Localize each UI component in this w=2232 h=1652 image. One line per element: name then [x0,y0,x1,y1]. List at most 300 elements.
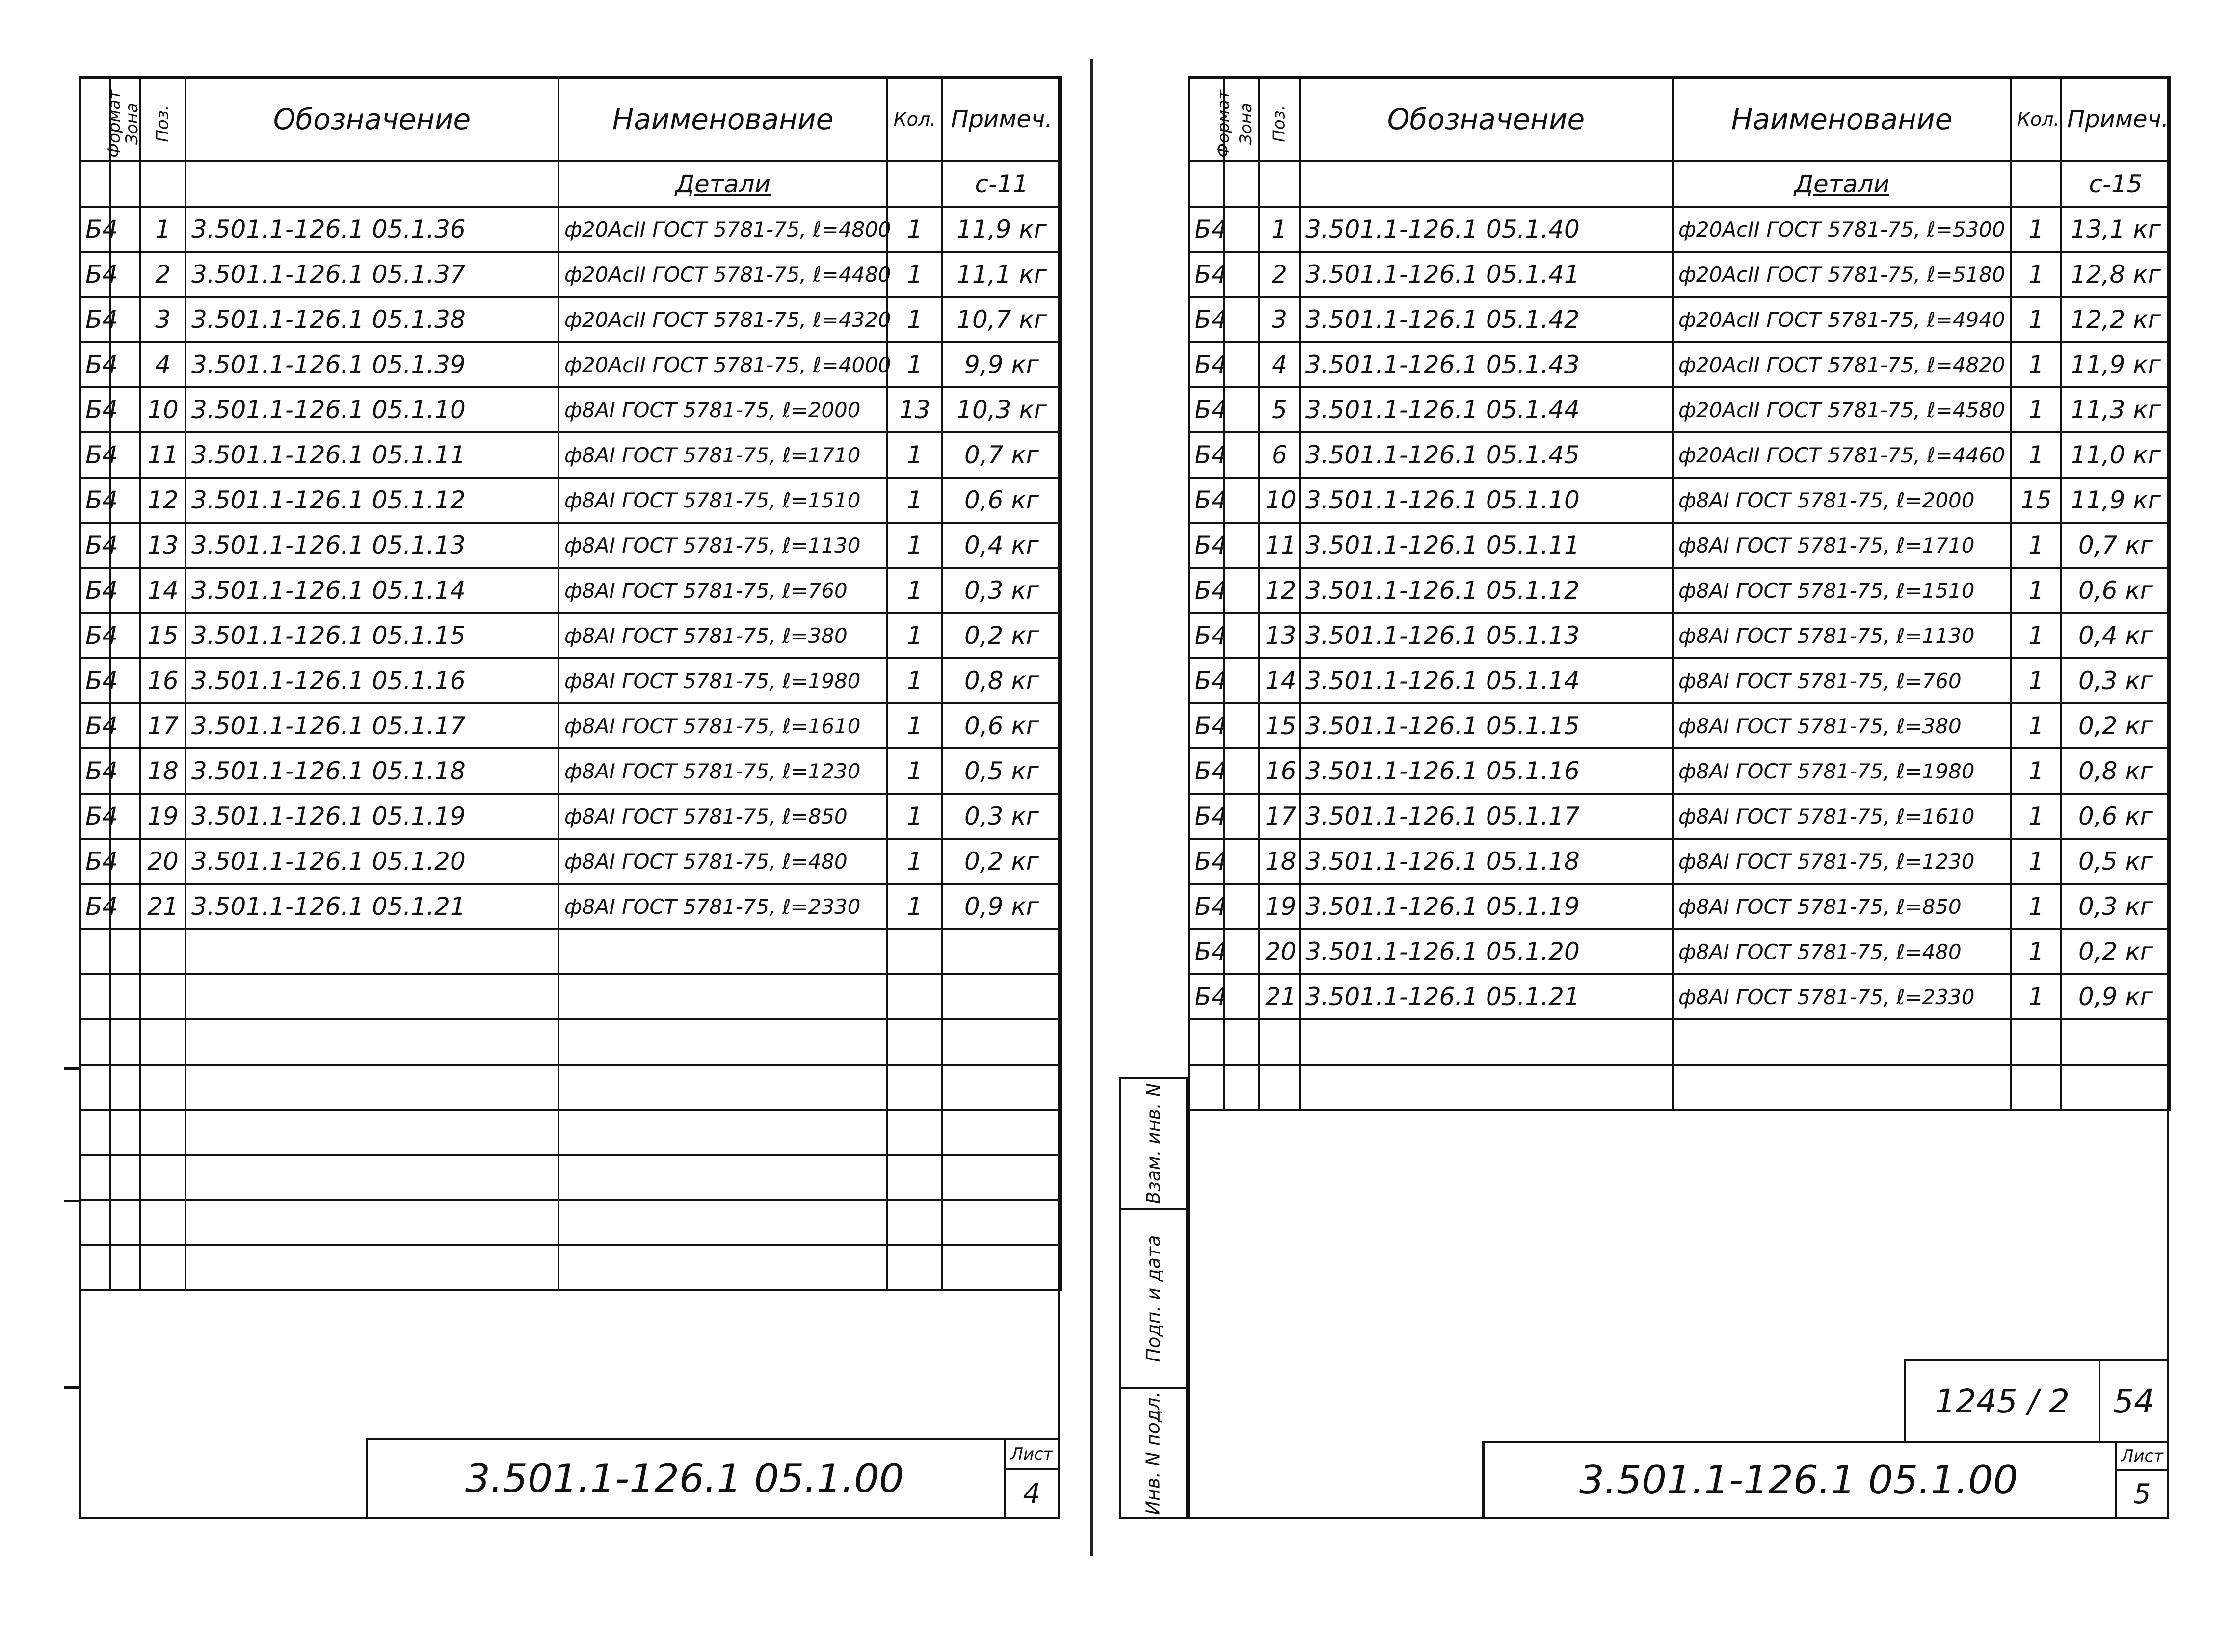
cell-pos [140,1245,186,1290]
cell-note [942,1110,1061,1155]
table-row [80,613,1061,658]
cell-fmt [80,974,110,1019]
cell-qty: 1 [887,342,942,387]
table-row [1189,252,2170,297]
cell-fmt: Б4 [80,523,110,568]
cell-pos: 14 [140,568,186,613]
cell-des: 3.501.1-126.1 05.1.21 [186,884,558,929]
cell-note: 0,7 кг [2061,523,2170,568]
cell-qty: 1 [887,613,942,658]
cell-fmt [80,1245,110,1290]
cell-fmt: Б4 [80,658,110,703]
cell-fmt: Б4 [80,342,110,387]
cell-pos [1259,1065,1300,1110]
cell-pos: 19 [1259,884,1300,929]
cell-name [558,929,887,974]
cell-des: 3.501.1-126.1 05.1.21 [1300,974,1673,1019]
cell-des [186,1110,558,1155]
cell-pos: 3 [140,297,186,342]
cell-des: 3.501.1-126.1 05.1.41 [1300,252,1673,297]
cell-name: ф20АcII ГОСТ 5781-75, ℓ=4940 [1673,297,2011,342]
cell-des [186,1245,558,1290]
left-spec-table [79,76,1062,1291]
cell-pos: 1 [1259,207,1300,252]
cell-note: 10,7 кг [942,297,1061,342]
cell-des: 3.501.1-126.1 05.1.40 [1300,207,1673,252]
cell-fmt: Б4 [1189,523,1224,568]
cell-zone [1224,252,1259,297]
cell-note: 0,8 кг [942,658,1061,703]
cell-des: 3.501.1-126.1 05.1.19 [186,794,558,839]
side-field-sign-date: Подп. и дата [1119,1208,1188,1389]
cell-pos [1259,1019,1300,1065]
cell-name: ф8АI ГОСТ 5781-75, ℓ=2000 [1673,478,2011,523]
table-row [1189,478,2170,523]
cell-note: 0,3 кг [2061,658,2170,703]
cell-qty: 1 [887,658,942,703]
cell-qty: 1 [887,297,942,342]
cell-note [942,974,1061,1019]
cell-name: ф8АI ГОСТ 5781-75, ℓ=2330 [558,884,887,929]
cell-qty: 1 [887,252,942,297]
cell-name: ф8АI ГОСТ 5781-75, ℓ=1230 [558,748,887,794]
table-row [80,252,1061,297]
cell-fmt: Б4 [1189,839,1224,884]
cell-fmt: Б4 [80,432,110,478]
table-row [80,478,1061,523]
cell-fmt [80,1155,110,1200]
cell-name: ф8АI ГОСТ 5781-75, ℓ=1130 [1673,613,2011,658]
cell-note: 0,3 кг [2061,884,2170,929]
cell-qty: 1 [887,703,942,748]
cell-des: 3.501.1-126.1 05.1.15 [1300,703,1673,748]
cell-zone [1224,523,1259,568]
cell-qty: 1 [2011,342,2061,387]
cell-des: 3.501.1-126.1 05.1.36 [186,207,558,252]
cell-fmt: Б4 [80,839,110,884]
cell-pos: 12 [1259,568,1300,613]
side-field-orig-inv: Инв. N подл. [1119,1387,1188,1519]
cell-note: 0,2 кг [942,839,1061,884]
table-row [80,207,1061,252]
table-row [1189,387,2170,432]
cell-name [558,1110,887,1155]
cell-note [2061,1019,2170,1065]
cell-name [1673,1065,2011,1110]
cell-name: ф20АcII ГОСТ 5781-75, ℓ=5300 [1673,207,2011,252]
cell-name: ф8АI ГОСТ 5781-75, ℓ=1710 [558,432,887,478]
cell-note [2061,1065,2170,1110]
cell-qty [887,1155,942,1200]
table-row [1189,658,2170,703]
binding-tick [64,1067,79,1070]
section-row [1189,161,2170,207]
table-row [1189,748,2170,794]
cell-note: 0,6 кг [2061,794,2170,839]
cell-name: ф8АI ГОСТ 5781-75, ℓ=1610 [558,703,887,748]
cell-zone [110,1155,140,1200]
cell-fmt [1189,1065,1224,1110]
cell-pos: 17 [1259,794,1300,839]
table-row [80,839,1061,884]
cell-des [1300,1019,1673,1065]
cell-des: 3.501.1-126.1 05.1.14 [1300,658,1673,703]
cell-zone [1224,884,1259,929]
cell-qty: 1 [2011,794,2061,839]
table-row [80,568,1061,613]
cell-pos: 10 [140,387,186,432]
cell-qty: 1 [887,478,942,523]
cell-note: 13,1 кг [2061,207,2170,252]
cell-note [942,1019,1061,1065]
cell-fmt: Б4 [80,613,110,658]
cell-pos: 11 [140,432,186,478]
cell-pos: 5 [1259,387,1300,432]
cell-fmt: Б4 [1189,478,1224,523]
cell-pos: 16 [140,658,186,703]
header-zone: Зона [1224,77,1259,161]
cell-des: 3.501.1-126.1 05.1.44 [1300,387,1673,432]
cell-qty: 1 [2011,658,2061,703]
cell-name [558,1200,887,1245]
cell-des: 3.501.1-126.1 05.1.12 [1300,568,1673,613]
section-note: с-15 [2061,161,2170,207]
table-row [1189,207,2170,252]
cell-zone [1224,658,1259,703]
cell-qty: 1 [2011,703,2061,748]
left-stamp-code: 3.501.1-126.1 05.1.00 [465,1456,904,1501]
cell-note: 0,3 кг [942,794,1061,839]
cell-qty: 1 [2011,839,2061,884]
cell-zone [1224,613,1259,658]
cell-des [186,1019,558,1065]
table-row [1189,613,2170,658]
cell-pos: 15 [140,613,186,658]
cell-des [186,974,558,1019]
cell-pos: 19 [140,794,186,839]
cell-name: ф8АI ГОСТ 5781-75, ℓ=1710 [1673,523,2011,568]
cell-pos [140,1110,186,1155]
table-row [80,1245,1061,1290]
cell-des: 3.501.1-126.1 05.1.38 [186,297,558,342]
header-name: Наименование [558,77,887,161]
table-row [1189,523,2170,568]
cell-pos: 14 [1259,658,1300,703]
cell-pos: 13 [1259,613,1300,658]
cell-des: 3.501.1-126.1 05.1.45 [1300,432,1673,478]
table-row [1189,568,2170,613]
cell-note [942,1065,1061,1110]
cell-note: 0,6 кг [942,703,1061,748]
cell-note: 0,5 кг [942,748,1061,794]
cell-note: 11,1 кг [942,252,1061,297]
cell-zone [1224,794,1259,839]
cell-qty: 1 [887,748,942,794]
cell-qty: 1 [2011,884,2061,929]
cell-des: 3.501.1-126.1 05.1.17 [186,703,558,748]
cell-pos: 18 [140,748,186,794]
cell-fmt [80,929,110,974]
cell-qty [887,1065,942,1110]
table-row [1189,432,2170,478]
cell-qty: 1 [2011,613,2061,658]
header-designation: Обозначение [186,77,558,161]
cell-pos: 3 [1259,297,1300,342]
cell-qty [887,974,942,1019]
table-row [1189,839,2170,884]
cell-name [558,1065,887,1110]
table-row [80,432,1061,478]
table-row [80,658,1061,703]
cell-zone [1224,748,1259,794]
cell-pos: 20 [140,839,186,884]
table-row [80,884,1061,929]
table-row [1189,342,2170,387]
cell-des: 3.501.1-126.1 05.1.17 [1300,794,1673,839]
cell-note: 9,9 кг [942,342,1061,387]
cell-qty: 1 [887,523,942,568]
cell-des [186,929,558,974]
cell-pos: 21 [1259,974,1300,1019]
cell-name: ф8АI ГОСТ 5781-75, ℓ=850 [558,794,887,839]
cell-zone [110,929,140,974]
cell-note: 10,3 кг [942,387,1061,432]
cell-des: 3.501.1-126.1 05.1.19 [1300,884,1673,929]
cell-zone [110,1019,140,1065]
section-title: Детали [558,161,887,207]
cell-pos [140,1155,186,1200]
cell-name: ф8АI ГОСТ 5781-75, ℓ=480 [558,839,887,884]
cell-des: 3.501.1-126.1 05.1.39 [186,342,558,387]
cell-name: ф8АI ГОСТ 5781-75, ℓ=1130 [558,523,887,568]
cell-des: 3.501.1-126.1 05.1.16 [186,658,558,703]
header-zone: Зона [110,77,140,161]
cell-name: ф20АcII ГОСТ 5781-75, ℓ=4800 [558,207,887,252]
cell-qty [2011,1019,2061,1065]
cell-fmt: Б4 [1189,568,1224,613]
left-sheet-number: 4 [1004,1468,1060,1519]
cell-fmt: Б4 [1189,703,1224,748]
cell-name: ф8АI ГОСТ 5781-75, ℓ=380 [558,613,887,658]
cell-pos: 20 [1259,929,1300,974]
cell-fmt: Б4 [1189,207,1224,252]
cell-name: ф8АI ГОСТ 5781-75, ℓ=1610 [1673,794,2011,839]
cell-pos: 17 [140,703,186,748]
cell-note: 0,9 кг [942,884,1061,929]
cell-qty: 1 [2011,297,2061,342]
cell-pos: 6 [1259,432,1300,478]
cell-note: 0,7 кг [942,432,1061,478]
cell-fmt: Б4 [80,207,110,252]
cell-pos: 10 [1259,478,1300,523]
cell-note: 11,3 кг [2061,387,2170,432]
cell-fmt [80,1110,110,1155]
cell-zone [1224,207,1259,252]
cell-fmt [80,1019,110,1065]
cell-qty: 13 [887,387,942,432]
cell-name: ф8АI ГОСТ 5781-75, ℓ=2000 [558,387,887,432]
cell-qty: 1 [2011,748,2061,794]
table-row [1189,974,2170,1019]
cell-fmt: Б4 [80,703,110,748]
cell-note [942,1245,1061,1290]
cell-pos: 18 [1259,839,1300,884]
cell-des: 3.501.1-126.1 05.1.10 [1300,478,1673,523]
cell-des: 3.501.1-126.1 05.1.13 [1300,613,1673,658]
cell-note: 0,3 кг [942,568,1061,613]
cell-zone [110,1065,140,1110]
archive-sheet: 54 [2099,1359,2169,1443]
cell-qty: 1 [2011,432,2061,478]
right-sheet-label: Лист [2115,1441,2169,1471]
cell-note: 0,9 кг [2061,974,2170,1019]
cell-fmt: Б4 [1189,884,1224,929]
cell-des: 3.501.1-126.1 05.1.20 [186,839,558,884]
cell-des: 3.501.1-126.1 05.1.15 [186,613,558,658]
cell-qty: 1 [887,432,942,478]
cell-qty: 1 [2011,252,2061,297]
table-row [1189,794,2170,839]
cell-note: 0,6 кг [942,478,1061,523]
cell-name [558,1155,887,1200]
cell-name [558,1019,887,1065]
cell-pos: 4 [1259,342,1300,387]
table-row [80,929,1061,974]
cell-name: ф8АI ГОСТ 5781-75, ℓ=480 [1673,929,2011,974]
cell-note [942,929,1061,974]
cell-note: 11,9 кг [942,207,1061,252]
cell-qty: 1 [887,207,942,252]
header-designation: Обозначение [1300,77,1673,161]
cell-name: ф8АI ГОСТ 5781-75, ℓ=1980 [558,658,887,703]
cell-name [558,974,887,1019]
cell-des: 3.501.1-126.1 05.1.12 [186,478,558,523]
table-row [1189,884,2170,929]
cell-zone [1224,839,1259,884]
cell-name [1673,1019,2011,1065]
table-row [80,703,1061,748]
cell-des: 3.501.1-126.1 05.1.18 [1300,839,1673,884]
cell-qty: 1 [2011,523,2061,568]
cell-name: ф20АcII ГОСТ 5781-75, ℓ=4480 [558,252,887,297]
table-row [80,297,1061,342]
cell-fmt: Б4 [1189,974,1224,1019]
cell-name: ф8АI ГОСТ 5781-75, ℓ=1510 [558,478,887,523]
table-row [80,748,1061,794]
cell-note: 0,8 кг [2061,748,2170,794]
table-row [80,387,1061,432]
cell-fmt: Б4 [1189,658,1224,703]
cell-note: 0,2 кг [942,613,1061,658]
cell-zone [1224,929,1259,974]
cell-zone [1224,342,1259,387]
cell-zone [1224,568,1259,613]
archive-number: 1245 / 2 [1904,1359,2100,1443]
cell-name: ф20АcII ГОСТ 5781-75, ℓ=4320 [558,297,887,342]
cell-fmt [80,1065,110,1110]
cell-des: 3.501.1-126.1 05.1.11 [1300,523,1673,568]
cell-name: ф20АcII ГОСТ 5781-75, ℓ=4000 [558,342,887,387]
cell-des [186,1065,558,1110]
cell-note: 11,0 кг [2061,432,2170,478]
cell-name: ф8АI ГОСТ 5781-75, ℓ=760 [1673,658,2011,703]
cell-fmt: Б4 [1189,794,1224,839]
cell-fmt: Б4 [80,748,110,794]
cell-fmt: Б4 [1189,252,1224,297]
cell-qty [887,1200,942,1245]
cell-name: ф20АcII ГОСТ 5781-75, ℓ=4460 [1673,432,2011,478]
cell-zone [1224,974,1259,1019]
cell-name: ф20АcII ГОСТ 5781-75, ℓ=4820 [1673,342,2011,387]
right-sheet-number: 5 [2115,1469,2169,1519]
cell-des [1300,1065,1673,1110]
header-note: Примеч. [942,77,1061,161]
cell-des: 3.501.1-126.1 05.1.20 [1300,929,1673,974]
cell-note: 0,2 кг [2061,703,2170,748]
cell-pos: 13 [140,523,186,568]
cell-zone [1224,432,1259,478]
cell-qty: 1 [2011,974,2061,1019]
right-spec-table [1188,76,2171,1111]
cell-des: 3.501.1-126.1 05.1.37 [186,252,558,297]
cell-pos: 16 [1259,748,1300,794]
header-pos: Поз. [140,77,186,161]
cell-des [186,1200,558,1245]
sheet-divider [1090,59,1093,1556]
cell-name: ф20АcII ГОСТ 5781-75, ℓ=4580 [1673,387,2011,432]
table-row [80,1019,1061,1065]
cell-zone [110,1245,140,1290]
table-row [1189,703,2170,748]
cell-qty: 1 [2011,929,2061,974]
right-stamp-code: 3.501.1-126.1 05.1.00 [1579,1457,2019,1503]
cell-des: 3.501.1-126.1 05.1.13 [186,523,558,568]
cell-zone [110,1200,140,1245]
cell-fmt: Б4 [80,478,110,523]
cell-pos: 21 [140,884,186,929]
header-format: Формат [80,77,110,161]
cell-qty: 1 [887,794,942,839]
cell-des: 3.501.1-126.1 05.1.14 [186,568,558,613]
cell-name: ф20АcII ГОСТ 5781-75, ℓ=5180 [1673,252,2011,297]
cell-fmt [1189,1019,1224,1065]
cell-zone [110,974,140,1019]
header-qty: Кол. [887,77,942,161]
cell-pos [140,1200,186,1245]
cell-pos: 11 [1259,523,1300,568]
table-row [1189,929,2170,974]
table-row [80,342,1061,387]
header-format: Формат [1189,77,1224,161]
side-field-replaced-inv: Взам. инв. N [1119,1077,1188,1210]
cell-note: 0,6 кг [2061,568,2170,613]
header-name: Наименование [1673,77,2011,161]
table-row [80,523,1061,568]
cell-pos: 12 [140,478,186,523]
cell-pos: 2 [1259,252,1300,297]
section-title: Детали [1673,161,2011,207]
cell-fmt: Б4 [1189,387,1224,432]
left-sheet-label: Лист [1004,1438,1060,1470]
cell-note: 0,4 кг [942,523,1061,568]
cell-qty: 1 [887,884,942,929]
cell-note: 0,4 кг [2061,613,2170,658]
table-row [80,1065,1061,1110]
cell-zone [1224,387,1259,432]
cell-fmt: Б4 [80,568,110,613]
cell-zone [1224,297,1259,342]
cell-fmt: Б4 [1189,748,1224,794]
